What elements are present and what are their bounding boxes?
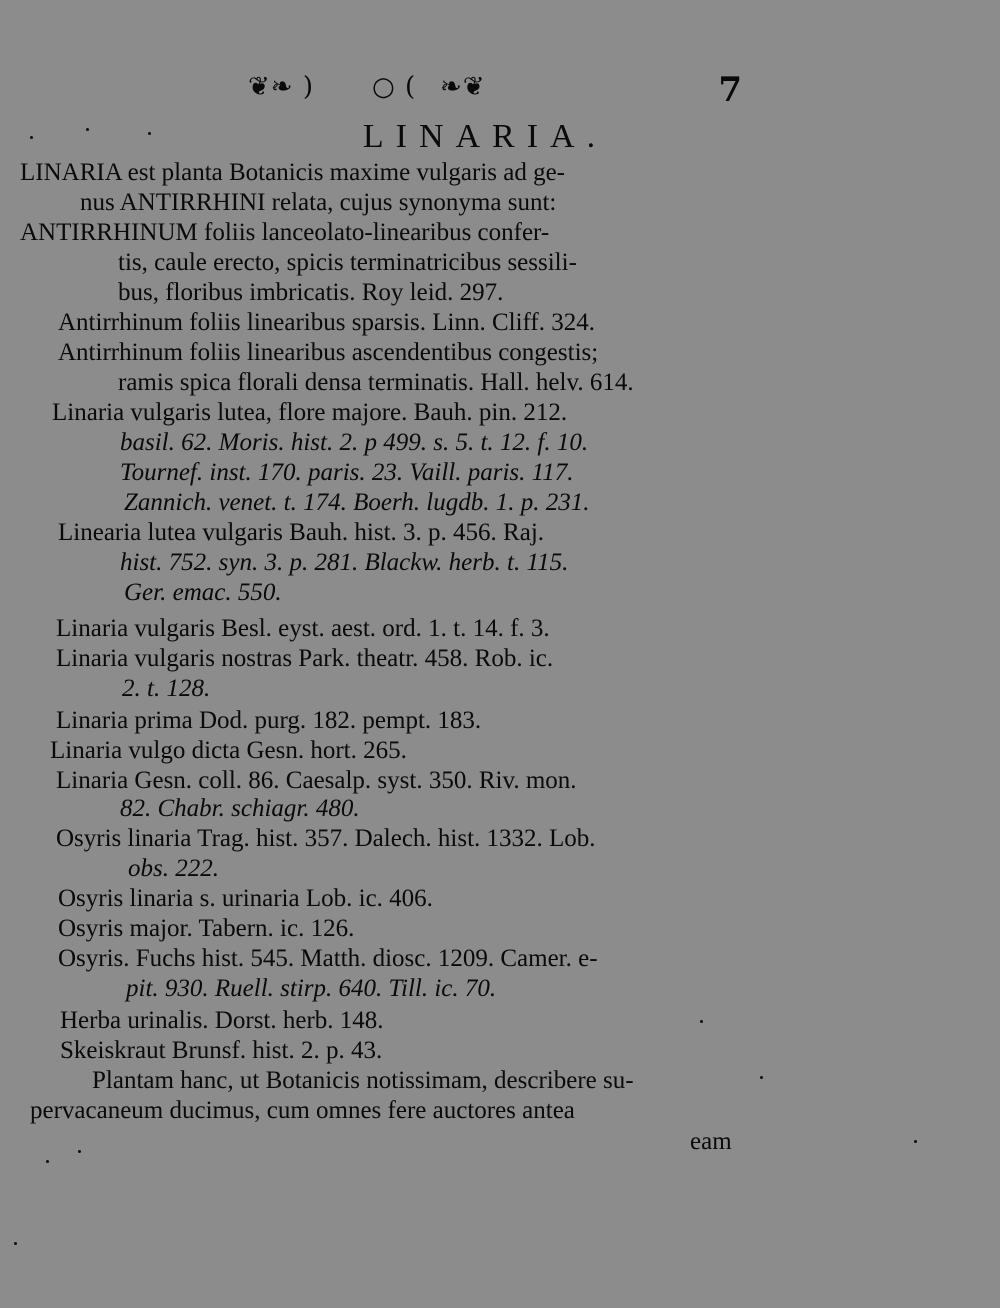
text-line: Antirrhinum foliis linearibus ascendentibus congestis; — [58, 339, 599, 366]
text-line: Zannich. venet. t. 174. Boerh. lugdb. 1. p. 231. — [124, 489, 590, 516]
text-line: Linaria prima Dod. purg. 182. pempt. 183. — [56, 707, 482, 734]
section-title — [0, 118, 1000, 156]
text-line: basil. 62. Moris. hist. 2. p 499. s. 5. t. 12. f. 10. — [120, 429, 589, 456]
text-line: Linaria vulgo dicta Gesn. hort. 265. — [50, 737, 407, 764]
text-line: Linaria vulgaris Besl. eyst. aest. ord. 1. t. 14. f. 3. — [56, 615, 550, 642]
text-line: bus, floribus imbricatis. Roy leid. 297. — [118, 279, 504, 306]
text-line: Skeiskraut Brunsf. hist. 2. p. 43. — [60, 1037, 383, 1064]
text-line: Tournef. inst. 170. paris. 23. Vaill. paris. 117. — [120, 459, 574, 486]
text-line: Linaria vulgaris lutea, flore majore. Bauh. pin. 212. — [52, 399, 568, 426]
text-line: hist. 752. syn. 3. p. 281. Blackw. herb. t. 115. — [120, 549, 569, 576]
scan-speck — [78, 1150, 81, 1153]
scan-speck — [46, 1160, 49, 1163]
catchword: eam — [690, 1128, 732, 1155]
page-header — [0, 68, 1000, 112]
text-line: tis, caule erecto, spicis terminatricibus sessili- — [118, 249, 577, 276]
text-line: ANTIRRHINUM foliis lanceolato-linearibus confer- — [20, 219, 550, 246]
text-line: Linaria Gesn. coll. 86. Caesalp. syst. 350. Riv. mon. — [56, 767, 577, 794]
text-line: Osyris linaria s. urinaria Lob. ic. 406. — [58, 885, 433, 912]
scan-speck — [86, 128, 89, 131]
text-line: pit. 930. Ruell. stirp. 640. Till. ic. 70. — [126, 975, 497, 1002]
text-line: Ger. emac. 550. — [124, 579, 282, 606]
scan-speck — [914, 1140, 917, 1143]
text-line: Plantam hanc, ut Botanicis notissimam, describere su- — [92, 1067, 634, 1094]
text-line: Linearia lutea vulgaris Bauh. hist. 3. p. 456. Raj. — [58, 519, 545, 546]
text-line: Herba urinalis. Dorst. herb. 148. — [60, 1007, 384, 1034]
section-title-text: LINARIA. — [362, 118, 608, 155]
scan-speck — [14, 1242, 17, 1245]
text-line: Osyris. Fuchs hist. 545. Matth. diosc. 1209. Camer. e- — [58, 945, 598, 972]
text-line: ramis spica florali densa terminatis. Hall. helv. 614. — [118, 369, 634, 396]
ornament-right: ❧❦ — [440, 72, 486, 102]
ornament-middle: ○ ( — [372, 72, 417, 102]
text-line: Osyris linaria Trag. hist. 357. Dalech. hist. 1332. Lob. — [56, 825, 596, 852]
text-line: 2. t. 128. — [122, 675, 211, 702]
ornament-left: ❦❧ ) — [248, 72, 314, 102]
text-line: pervacaneum ducimus, cum omnes fere auctores antea — [30, 1097, 575, 1124]
text-line: Antirrhinum foliis linearibus sparsis. Linn. Cliff. 324. — [58, 309, 595, 336]
text-line: Linaria vulgaris nostras Park. theatr. 458. Rob. ic. — [56, 645, 554, 672]
text-line: obs. 222. — [128, 855, 219, 882]
text-line: nus ANTIRRHINI relata, cujus synonyma sunt: — [80, 189, 557, 216]
scan-speck — [30, 136, 33, 139]
scan-speck — [760, 1076, 763, 1079]
text-line: LINARIA est planta Botanicis maxime vulgaris ad ge- — [20, 159, 566, 186]
scan-speck — [148, 132, 151, 135]
text-line: Osyris major. Tabern. ic. 126. — [58, 915, 355, 942]
text-line: 82. Chabr. schiagr. 480. — [120, 795, 360, 822]
page-number: 7 — [718, 70, 742, 110]
scan-speck — [700, 1020, 703, 1023]
